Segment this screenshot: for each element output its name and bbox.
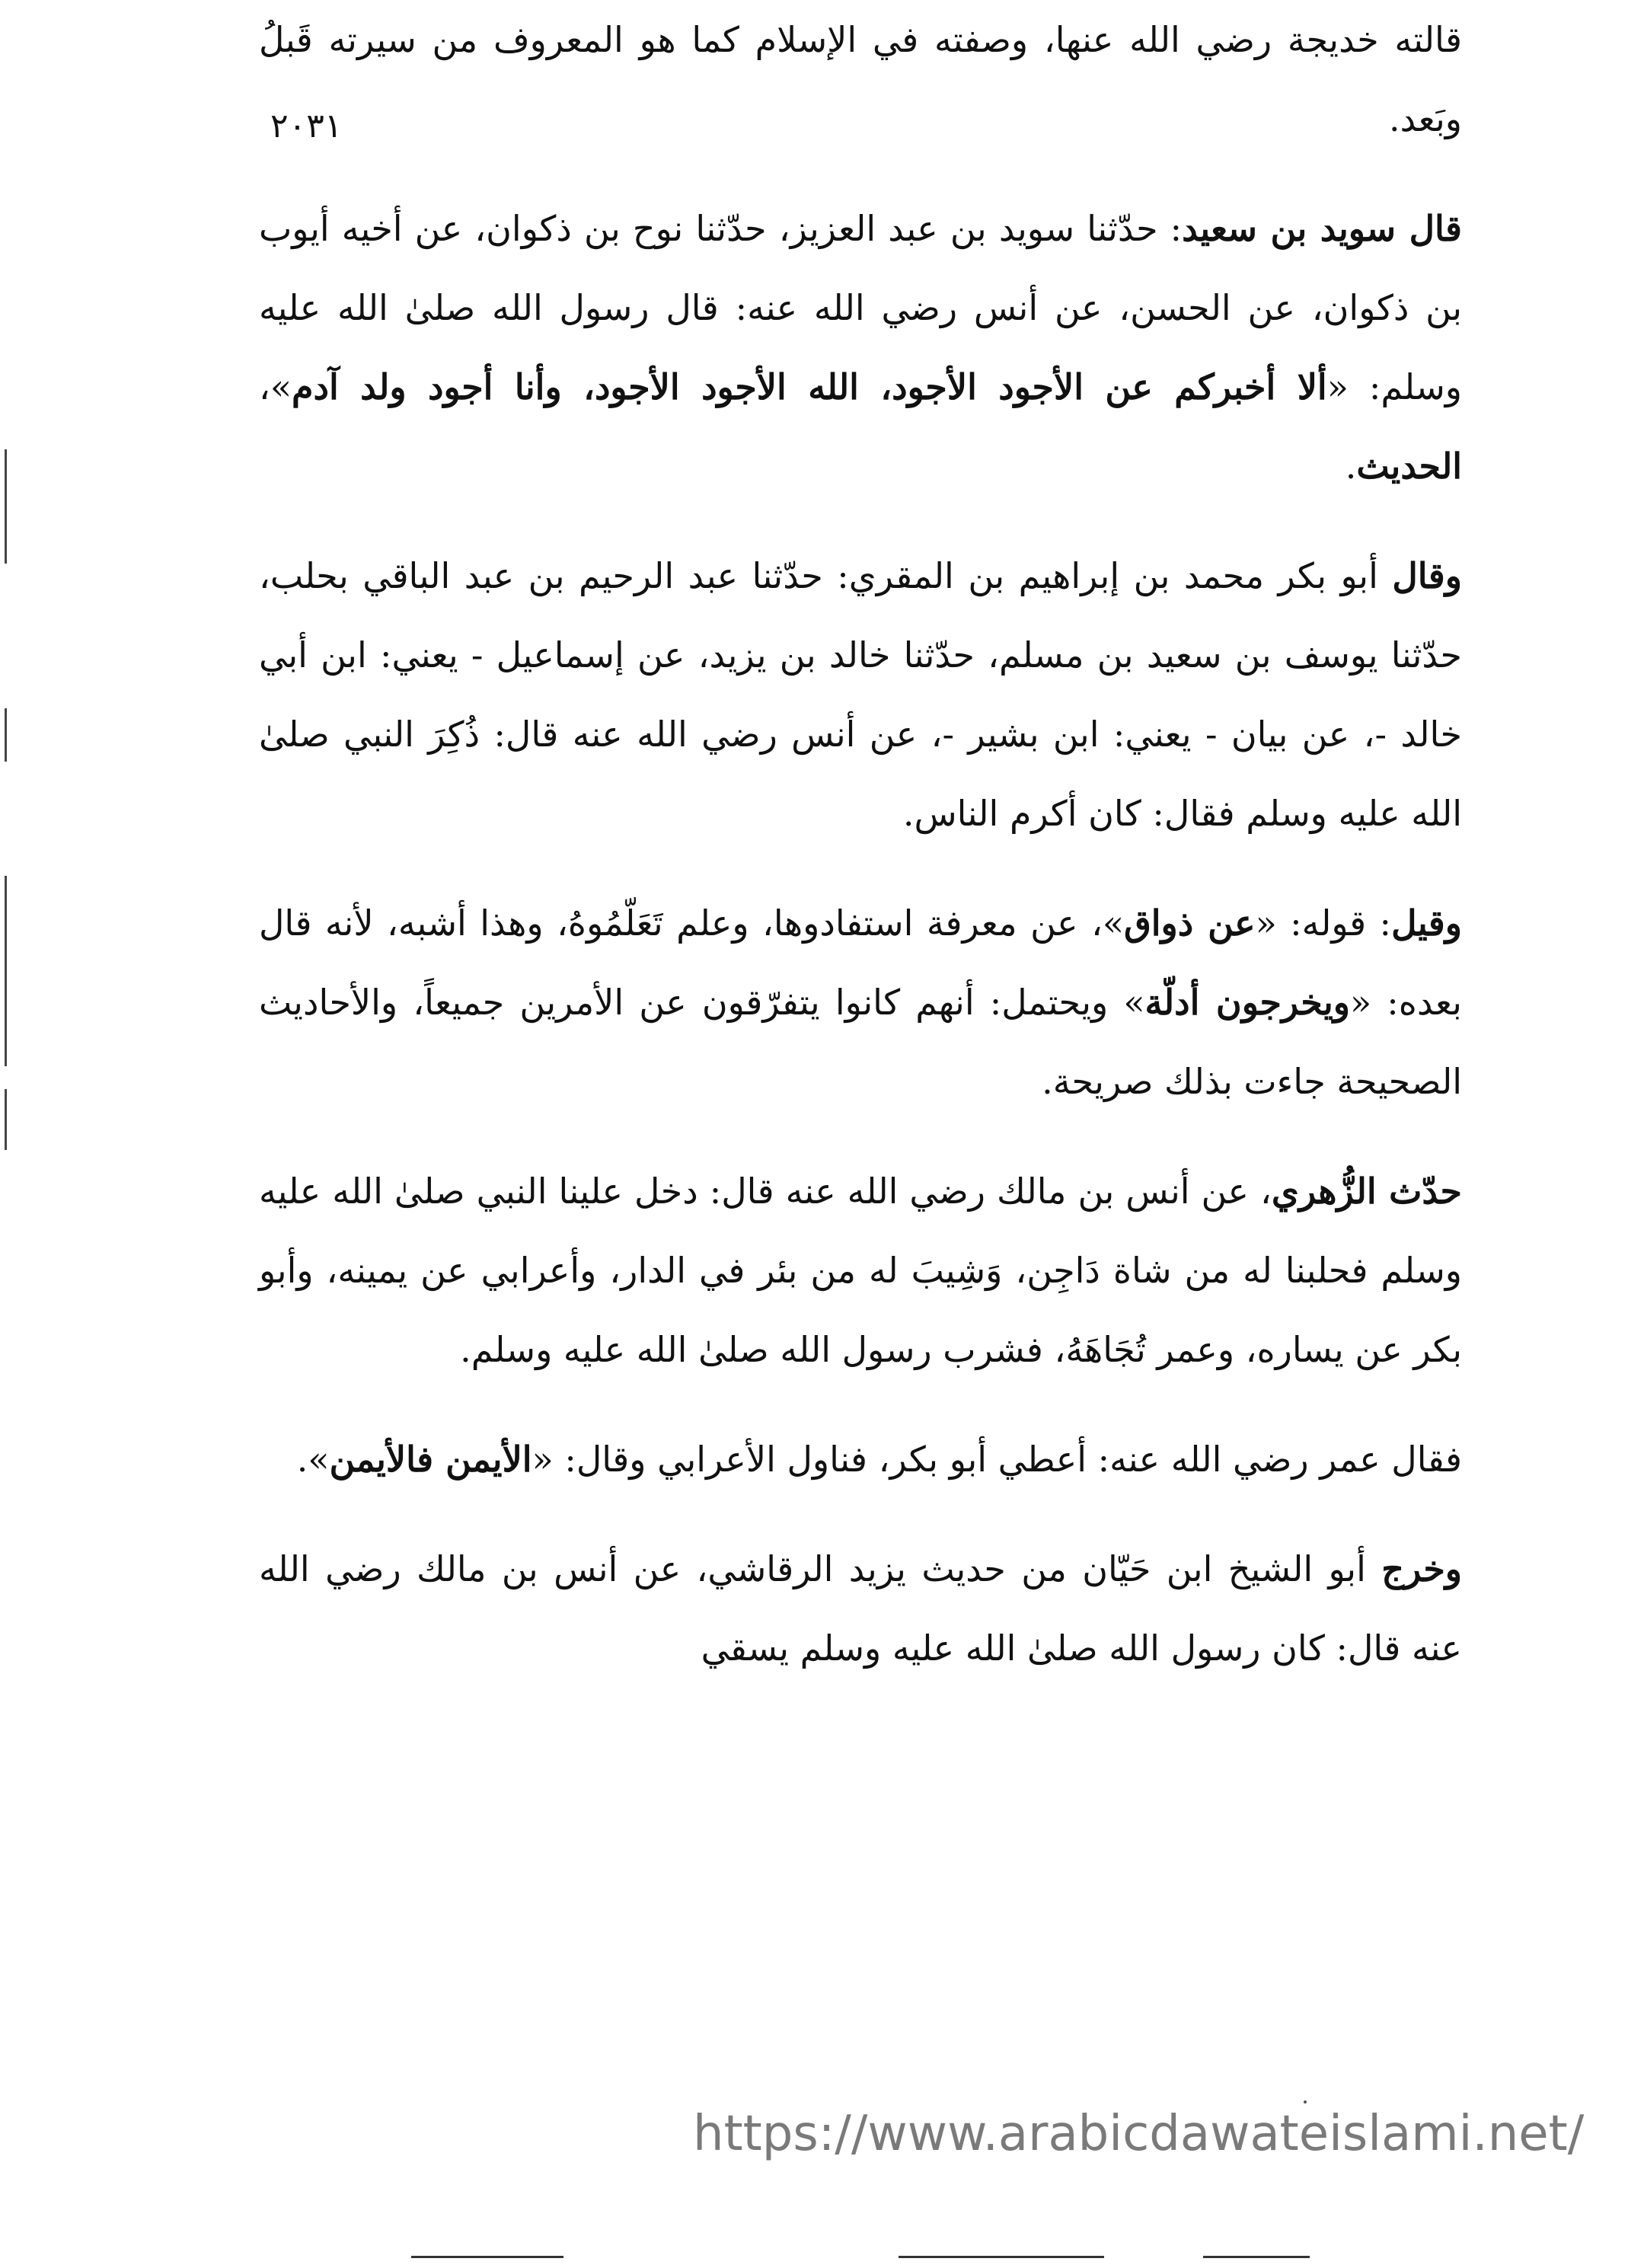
page-number: ٢٠٣١: [270, 107, 343, 145]
text-segment: ».: [296, 1439, 330, 1480]
text-segment: عن ذواق: [1124, 902, 1256, 944]
text-segment: الحديث: [1356, 446, 1462, 487]
text-segment: الأيمن فالأيمن: [329, 1439, 532, 1480]
paragraph-3: [259, 536, 1462, 853]
text-segment: »، عن معرفة استفادوها، وعلم تَعَلّمُوهُ، وهذا أشبه، لأنه قال بعده: «: [259, 902, 1462, 1023]
text-segment: وخرج: [1381, 1548, 1462, 1589]
text-segment: فقال عمر رضي الله عنه: أعطي أبو بكر، فناول الأعرابي وقال: «: [531, 1439, 1462, 1480]
text-segment: أبو الشيخ ابن حَيّان من حديث يزيد الرقاشي، عن أنس بن مالك رضي الله عنه قال: كان رسول الله صلىٰ الله عليه وسلم يسقي: [259, 1548, 1462, 1669]
paragraph-1: [259, 0, 1462, 158]
text-segment: ويخرجون أدلّة: [1144, 982, 1350, 1023]
text-segment: .: [1345, 446, 1357, 487]
paragraph-4: [259, 883, 1462, 1121]
text-segment: وقيل: [1391, 902, 1462, 944]
scan-edge-mark: [5, 876, 7, 1066]
paragraph-7: [259, 1529, 1462, 1688]
text-segment: »،: [259, 366, 292, 407]
document-body: [259, 0, 1462, 1688]
text-segment: حدّث الزُّهري: [1271, 1171, 1462, 1212]
scan-edge-mark: [5, 1089, 7, 1150]
text-segment: أبو بكر محمد بن إبراهيم بن المقري: حدّثنا عبد الرحيم بن عبد الباقي بحلب، حدّثنا يوسف بن سعيد بن مسلم، حدّثنا خالد بن يزيد، عن إسماعيل - يعني: ابن أبي خالد -، عن بيان - يعني: ابن بشير -، عن أنس رضي الله عنه قال: ذُكِرَ النبي صلىٰ الله عليه وسلم فقال: كان أكرم الناس.: [259, 555, 1462, 834]
text-segment: : قوله: «: [1255, 902, 1392, 944]
scan-bottom-rule: [899, 2256, 1104, 2258]
text-segment: ألا أخبركم عن الأجود الأجود، الله الأجود الأجود، وأنا أجود ولد آدم: [292, 366, 1327, 407]
scan-bottom-rule: [1203, 2256, 1310, 2258]
scan-edge-mark: [5, 708, 7, 762]
text-segment: قال سويد بن سعيد: [1182, 208, 1463, 249]
paragraph-6: [259, 1420, 1462, 1499]
text-segment: قالته خديجة رضي الله عنها، وصفته في الإسلام كما هو المعروف من سيرته قَبلُ وبَعد.: [259, 19, 1462, 139]
paragraph-5: [259, 1152, 1462, 1389]
scan-speck: [1304, 2100, 1307, 2103]
scan-edge-mark: [5, 449, 7, 564]
text-segment: : حدّثنا سويد بن عبد العزيز، حدّثنا نوح بن ذكوان، عن أخيه أيوب بن ذكوان، عن الحسن، عن أنس رضي الله عنه: قال رسول الله صلىٰ الله عليه وسلم: «: [259, 208, 1462, 407]
watermark-url: https://www.arabicdawateislami.net/: [693, 2106, 1585, 2162]
text-segment: ، عن أنس بن مالك رضي الله عنه قال: دخل علينا النبي صلىٰ الله عليه وسلم فحلبنا له من شاة دَاجِن، وَشِيبَ له من بئر في الدار، وأعرابي عن يمينه، وأبو بكر عن يساره، وعمر تُجَاهَهُ، فشرب رسول الله صلىٰ الله عليه وسلم.: [259, 1171, 1462, 1370]
text-segment: » ويحتمل: أنهم كانوا يتفرّقون عن الأمرين جميعاً، والأحاديث الصحيحة جاءت بذلك صريحة.: [259, 982, 1462, 1102]
scan-bottom-rule: [411, 2256, 563, 2258]
text-segment: وقال: [1392, 555, 1462, 596]
paragraph-2: [259, 189, 1462, 506]
